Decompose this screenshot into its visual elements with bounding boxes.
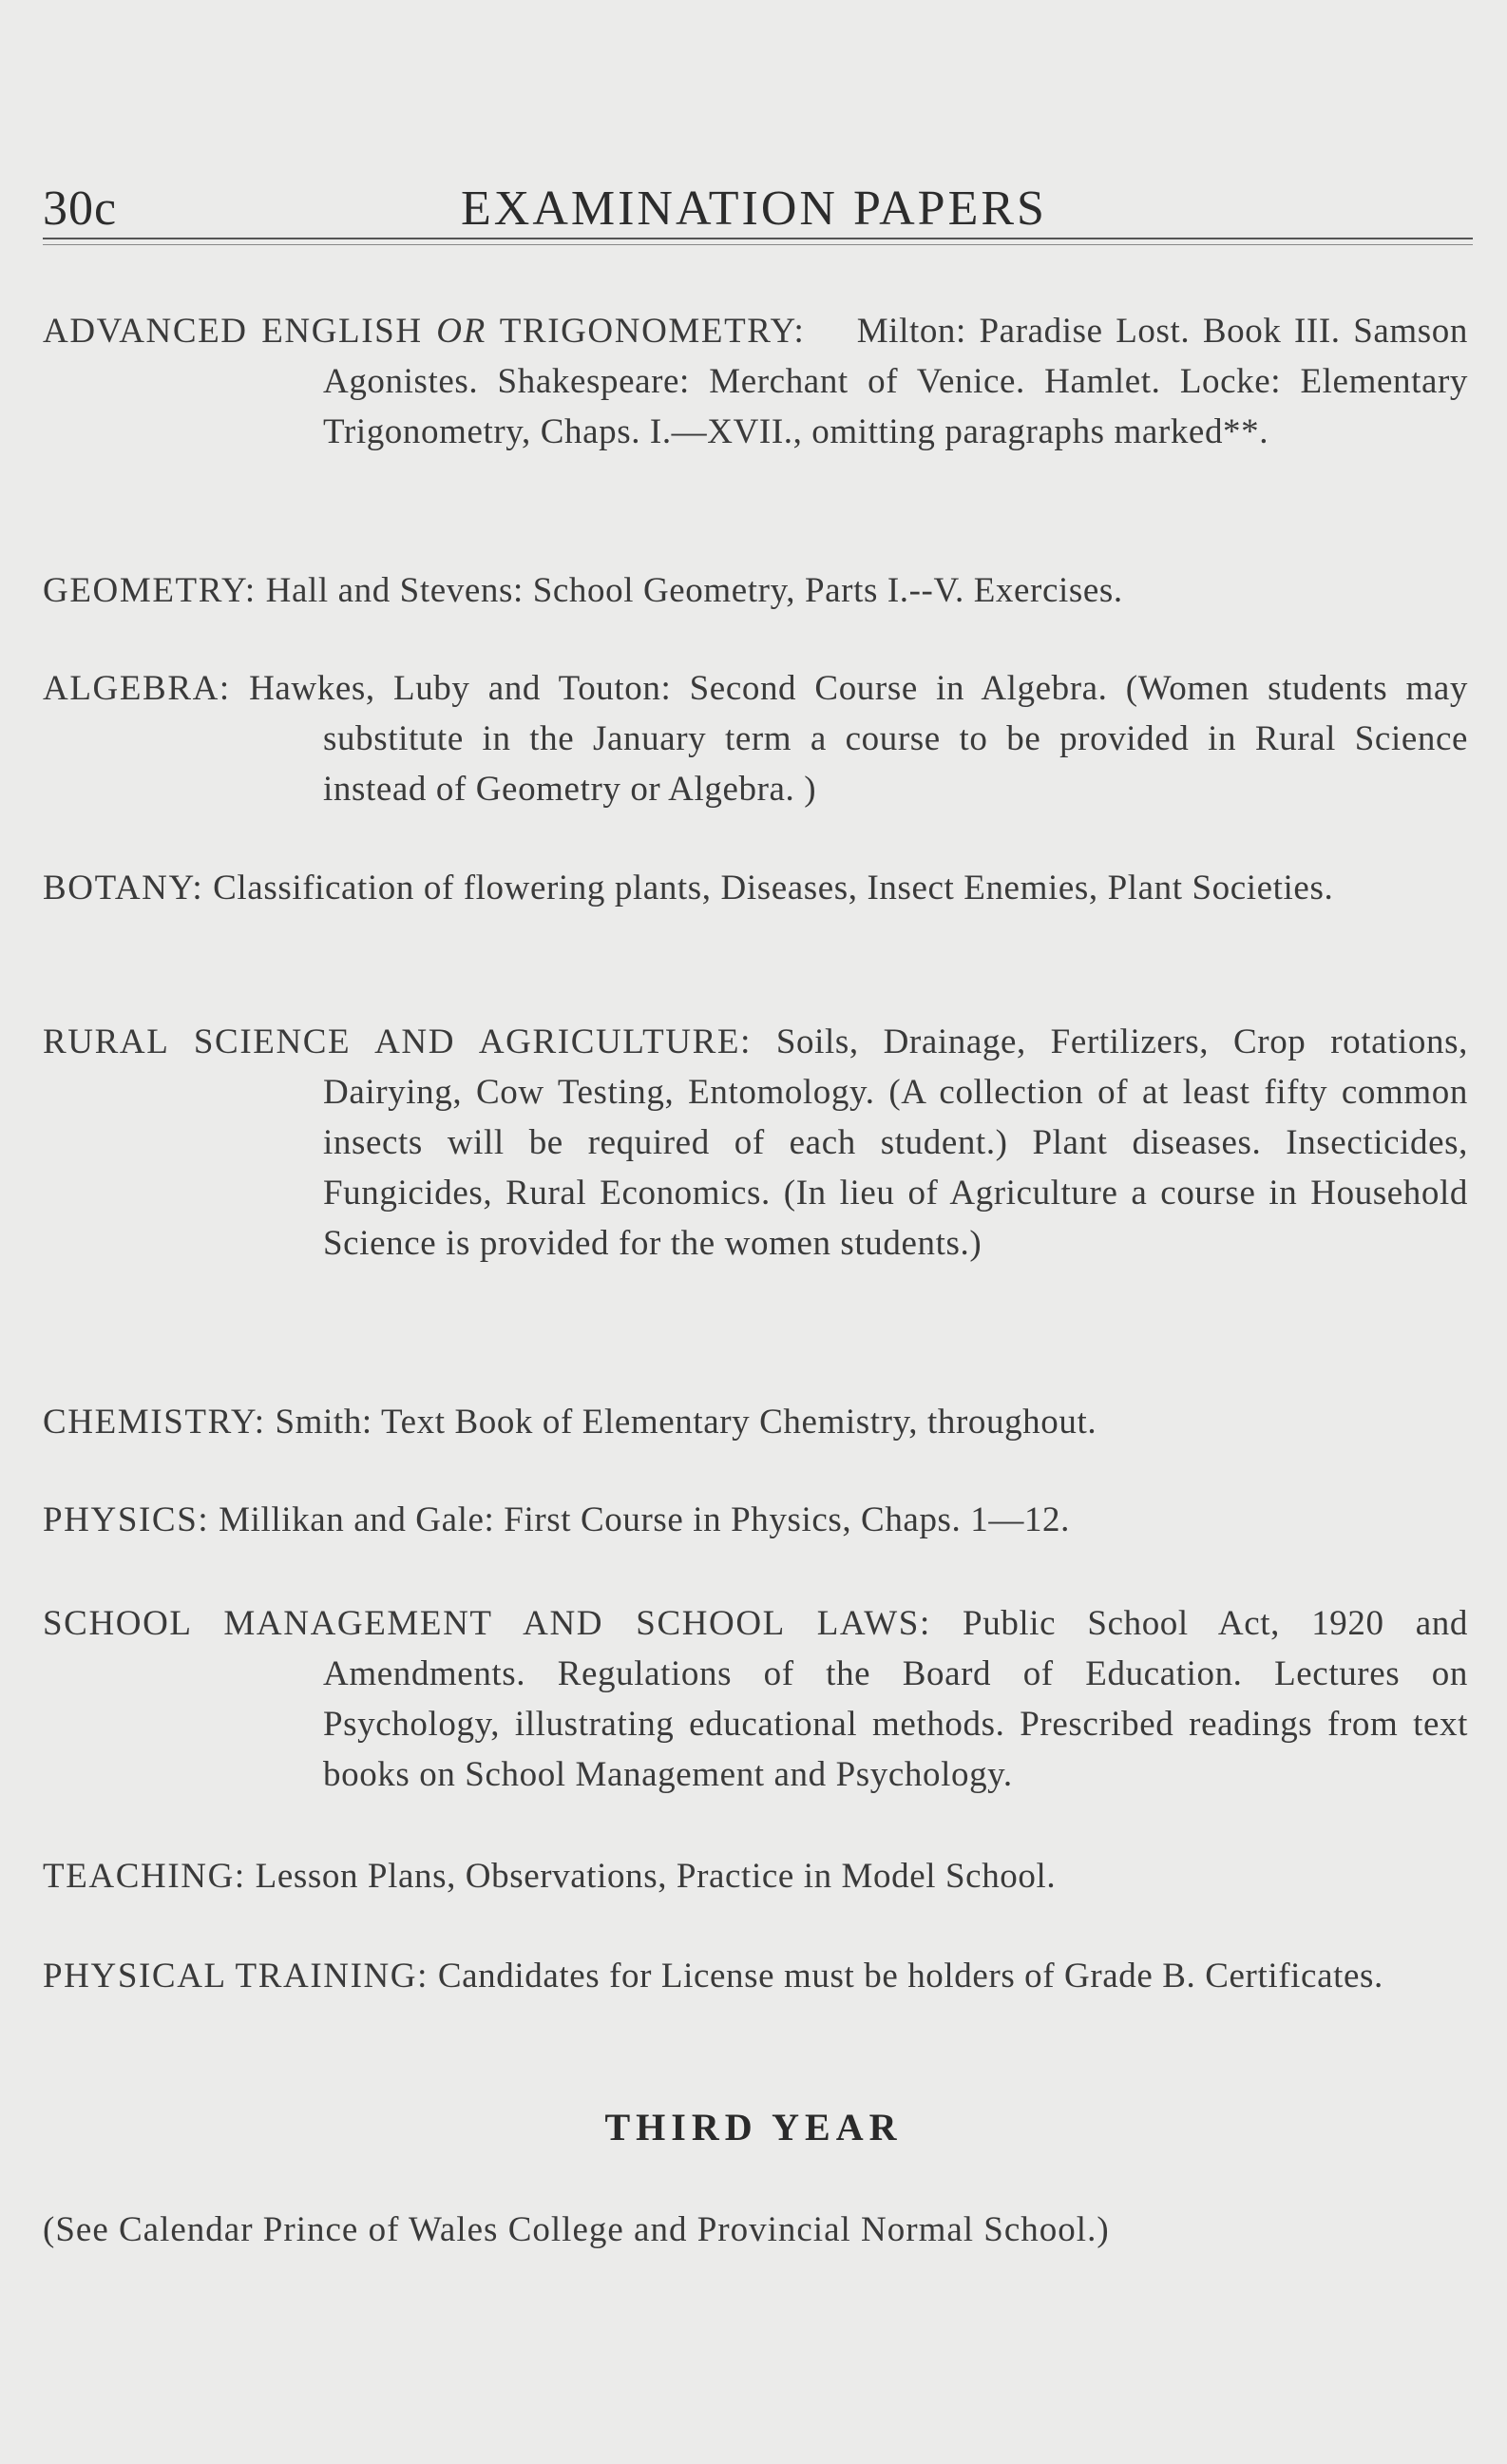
entry-label: SCHOOL MANAGEMENT AND SCHOOL LAWS:: [43, 1604, 931, 1643]
entry-label: ALGEBRA:: [43, 669, 231, 708]
entry-label: PHYSICS:: [43, 1500, 210, 1539]
entry-label: CHEMISTRY:: [43, 1403, 266, 1442]
entry-text: Hawkes, Luby and Touton: Second Course in Algebra. (Women students may substitute in the January term a course to be provided in Rural Science instead of Geometry or Algebra. ): [249, 669, 1468, 809]
entry-text: Public School Act, 1920 and Amendments. Regulations of the Board of Education. Lectures on Psychology, illustrating educational methods. Prescribed readings from text books on School Management and Psychology.: [323, 1604, 1469, 1794]
entry-physical-training: [43, 1951, 1468, 2001]
entry-label: PHYSICAL TRAINING:: [43, 1957, 429, 1996]
entry-teaching: [43, 1851, 1468, 1901]
entry-text: Soils, Drainage, Fertilizers, Crop rotations, Dairying, Cow Testing, Entomology. (A collection of at least fifty common insects will be required of each student.) Plant diseases. Insecticides, Fungicides, Rural Economics. (In lieu of Agriculture a course in Household Science is provided for the women students.): [323, 1022, 1468, 1263]
entry-chemistry: [43, 1397, 1468, 1447]
entry-algebra: [43, 663, 1468, 814]
entry-label: TEACHING:: [43, 1857, 246, 1896]
entry-rural-science: [43, 1017, 1468, 1269]
page-number: 30c: [43, 181, 118, 236]
section-note: (See Calendar Prince of Wales College and Provincial Normal School.): [43, 2210, 1110, 2249]
entry-text: Candidates for License must be holders of Grade B. Certificates.: [437, 1957, 1383, 1996]
header-rule-thin: [43, 244, 1473, 245]
entry-label: GEOMETRY:: [43, 571, 257, 610]
entry-text: Classification of flowering plants, Diseases, Insect Enemies, Plant Societies.: [213, 869, 1334, 907]
entry-botany: [43, 863, 1468, 913]
entry-text: Milton: Paradise Lost. Book III. Samson Agonistes. Shakespeare: Merchant of Venice. Hamlet. Locke: Elementary Trigonometry, Chaps. I.—XVII., omitting paragraphs marked**.: [323, 312, 1468, 451]
section-title: THIRD YEAR: [604, 2106, 903, 2149]
entry-geometry: [43, 565, 1468, 616]
entry-school-management: [43, 1598, 1468, 1800]
entry-physics: [43, 1495, 1468, 1545]
entry-text: Smith: Text Book of Elementary Chemistry, throughout.: [275, 1403, 1097, 1442]
entry-text: Millikan and Gale: First Course in Physics, Chaps. 1—12.: [219, 1500, 1070, 1539]
entry-advanced-english: [43, 306, 1468, 457]
entry-text: Lesson Plans, Observations, Practice in Model School.: [255, 1857, 1057, 1896]
entry-label: RURAL SCIENCE AND AGRICULTURE:: [43, 1022, 752, 1061]
header-rule: [43, 238, 1473, 239]
entry-label: BOTANY:: [43, 869, 204, 907]
running-title: EXAMINATION PAPERS: [461, 181, 1047, 236]
entry-label: ADVANCED ENGLISH OR TRIGONOMETRY:: [43, 312, 806, 351]
entry-text: Hall and Stevens: School Geometry, Parts I.--V. Exercises.: [265, 571, 1123, 610]
